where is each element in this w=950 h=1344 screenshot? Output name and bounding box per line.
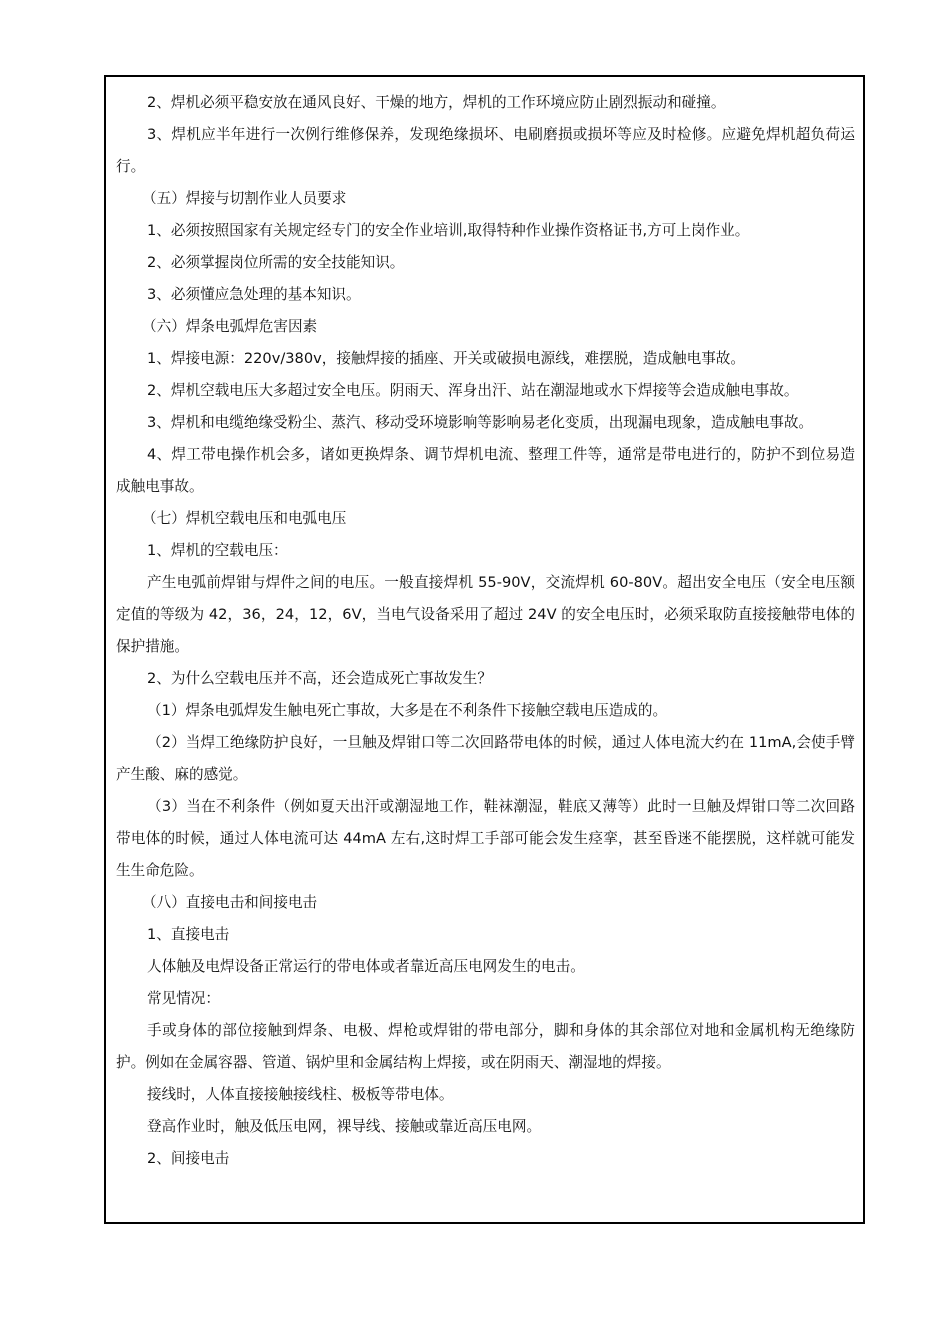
paragraph-case-height: 登高作业时，触及低压电网，裸导线、接触或靠近高压电网。: [147, 1118, 542, 1135]
paragraph-welder-maintenance: 3、焊机应半年进行一次例行维修保养，发现绝缘损坏、电刷磨损或损坏等应及时检修。应避免焊机超负荷运行。: [116, 126, 855, 175]
section-heading-6: （六）焊条电弧焊危害因素: [142, 318, 318, 335]
paragraph-reason-1: （1）焊条电弧焊发生触电死亡事故，大多是在不利条件下接触空载电压造成的。: [147, 702, 668, 719]
paragraph-why-fatal: 2、为什么空载电压并不高，还会造成死亡事故发生？: [147, 670, 492, 687]
paragraph-training: 1、必须按照国家有关规定经专门的安全作业培训,取得特种作业操作资格证书,方可上岗作业。: [147, 222, 750, 239]
paragraph-no-load-voltage: 2、焊机空载电压大多超过安全电压。阴雨天、浑身出汗、站在潮湿地或水下焊接等会造成触电事故。: [147, 382, 799, 399]
paragraph-direct-shock-def: 人体触及电焊设备正常运行的带电体或者靠近高压电网发生的电击。: [147, 958, 585, 975]
paragraph-power-source: 1、焊接电源：220v/380v，接触焊接的插座、开关或破损电源线，难摆脱，造成触电事故。: [147, 350, 745, 367]
document-body: [116, 87, 855, 1175]
paragraph-indirect-shock-title: 2、间接电击: [147, 1150, 230, 1167]
paragraph-case-body-contact: 手或身体的部位接触到焊条、电极、焊枪或焊钳的带电部分，脚和身体的其余部位对地和金属机构无绝缘防护。例如在金属容器、管道、锅炉里和金属结构上焊接，或在阴雨天、潮湿地的焊接。: [116, 1022, 855, 1071]
paragraph-reason-2: （2）当焊工绝缘防护良好，一旦触及焊钳口等二次回路带电体的时候，通过人体电流大约在 11mA,会使手臂产生酸、麻的感觉。: [116, 734, 855, 783]
section-heading-8: （八）直接电击和间接电击: [142, 894, 318, 911]
paragraph-emergency: 3、必须懂应急处理的基本知识。: [147, 286, 361, 303]
paragraph-case-wiring: 接线时，人体直接接触接线柱、极板等带电体。: [147, 1086, 454, 1103]
paragraph-insulation-aging: 3、焊机和电缆绝缘受粉尘、蒸汽、移动受环境影响等影响易老化变质，出现漏电现象，造成触电事故。: [147, 414, 814, 431]
paragraph-reason-3: （3）当在不利条件（例如夏天出汗或潮湿地工作，鞋袜潮湿，鞋底又薄等）此时一旦触及焊钳口等二次回路带电体的时候，通过人体电流可达 44mA 左右,这时焊工手部可能会发生痉挛，甚至昏迷不能摆脱，这样就可能发生生命危险。: [116, 798, 855, 879]
paragraph-safety-skills: 2、必须掌握岗位所需的安全技能知识。: [147, 254, 405, 271]
document-table-cell: [104, 75, 865, 1224]
paragraph-no-load-title: 1、焊机的空载电压：: [147, 542, 288, 559]
paragraph-welder-placement: 2、焊机必须平稳安放在通风良好、干燥的地方，焊机的工作环境应防止剧烈振动和碰撞。: [147, 94, 726, 111]
paragraph-common-cases: 常见情况：: [147, 990, 220, 1007]
paragraph-direct-shock-title: 1、直接电击: [147, 926, 230, 943]
section-heading-5: （五）焊接与切割作业人员要求: [142, 190, 347, 207]
paragraph-arc-voltage: 产生电弧前焊钳与焊件之间的电压。一般直接焊机 55-90V，交流焊机 60-80V。超出安全电压（安全电压额定值的等级为 42，36，24，12，6V，当电气设备采用了超过 24V 的安全电压时，必须采取防直接接触带电体的保护措施。: [116, 574, 855, 655]
paragraph-live-operation: 4、焊工带电操作机会多，诸如更换焊条、调节焊机电流、整理工件等，通常是带电进行的，防护不到位易造成触电事故。: [116, 446, 855, 495]
section-heading-7: （七）焊机空载电压和电弧电压: [142, 510, 347, 527]
